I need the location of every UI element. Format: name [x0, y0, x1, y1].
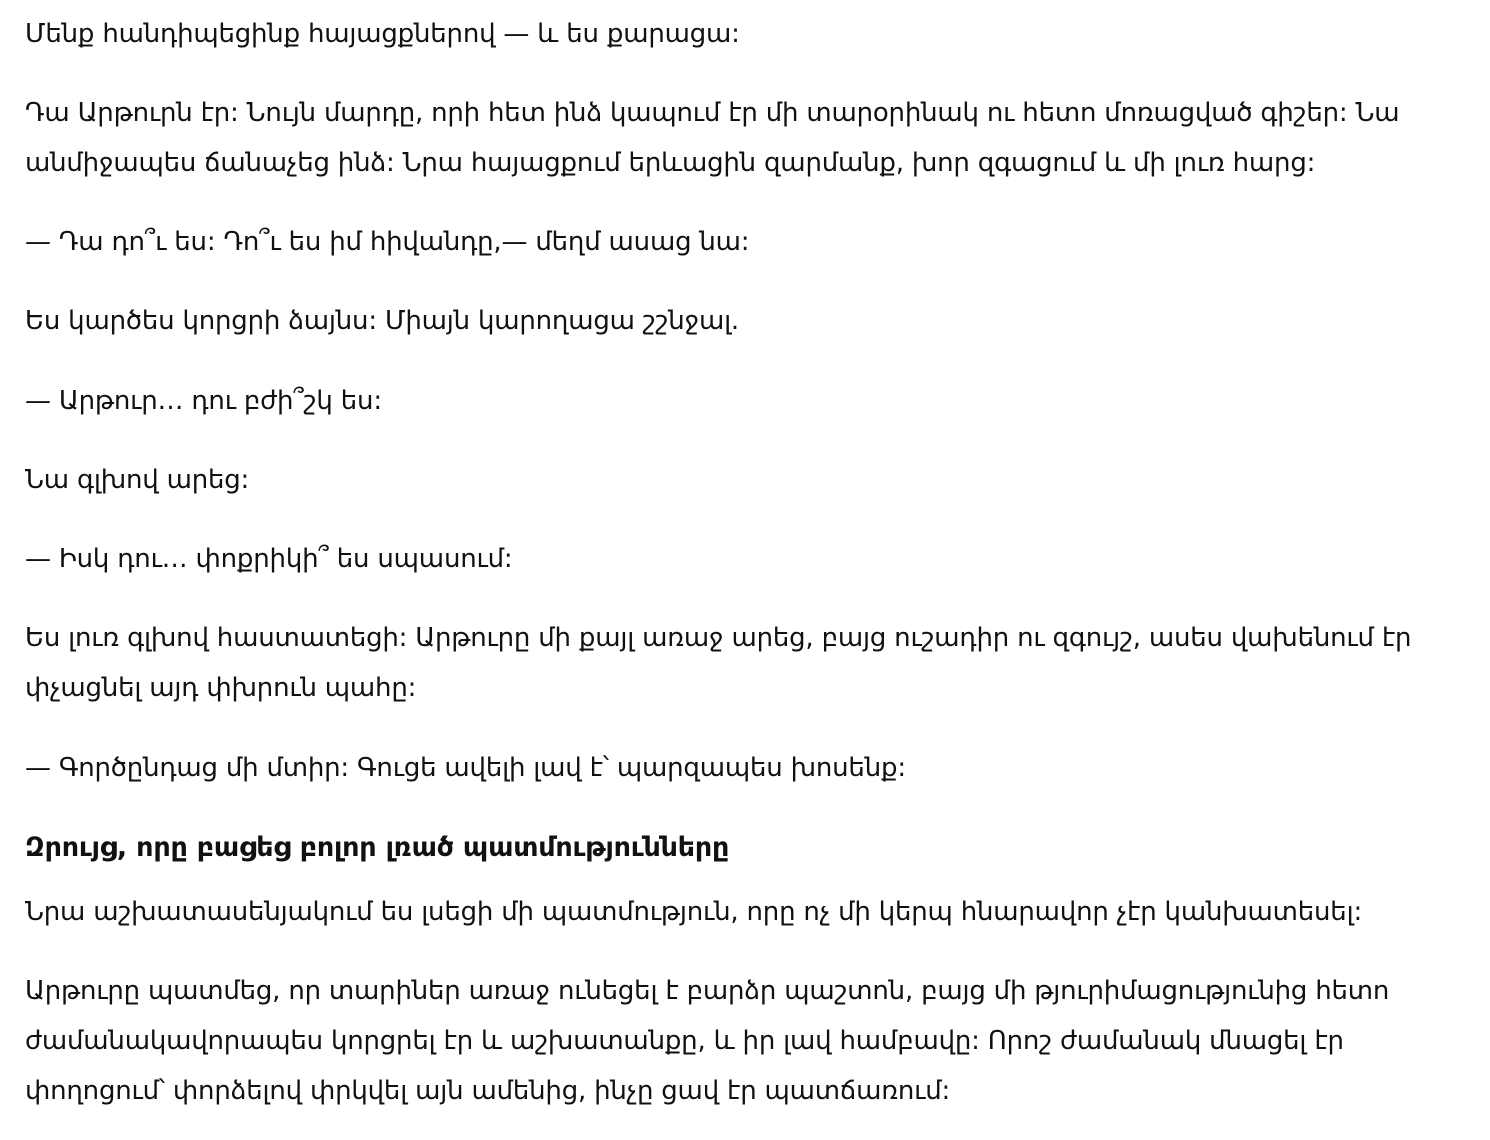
paragraph: Արթուրը պատմեց, որ տարիներ առաջ ունեցել է բարձր պաշտոն, բայց մի թյուրիմացությունից հետո ժամանակավորապես կորցրել էր և աշխատանքը, և իր լավ համբավը: Որոշ ժամանակ մնացել էր փողոցում՝ փորձելով փրկվել այն ամենից, ինչը ցավ էր պատճառում: — [25, 976, 1390, 1106]
section-heading: Զրույց, որը բացեց բոլոր լռած պատմությունները — [25, 832, 730, 863]
paragraph: Նա գլխով արեց: — [25, 465, 250, 495]
paragraph: — Գործընդաց մի մտիր: Գուցե ավելի լավ է՝ պարզապես խոսենք: — [25, 753, 906, 783]
paragraph: — Դա դո՞ւ ես: Դո՞ւ ես իմ հիվանդը,— մեղմ ասաց նա: — [25, 227, 750, 257]
paragraph: Ես կարծես կորցրի ձայնս: Միայն կարողացա շշնջալ. — [25, 306, 740, 336]
paragraph: Դա Արթուրն էր: Նույն մարդը, որի հետ ինձ կապում էր մի տարօրինակ ու հետո մոռացված գիշեր: Նա անմիջապես ճանաչեց ինձ: Նրա հայացքում երևացին զարմանք, խոր զգացում և մի լուռ հարց: — [25, 98, 1400, 178]
paragraph: — Արթուր… դու բժի՞շկ ես: — [25, 386, 382, 416]
paragraph: Մենք հանդիպեցինք հայացքներով — և ես քարացա: — [25, 19, 740, 49]
paragraph: Նրա աշխատասենյակում ես լսեցի մի պատմություն, որը ոչ մի կերպ հնարավոր չէր կանխատեսել: — [25, 897, 1363, 927]
paragraph: Ես լուռ գլխով հաստատեցի: Արթուրը մի քայլ առաջ արեց, բայց ուշադիր ու զգույշ, ասես վախենում էր փչացնել այդ փխրուն պահը: — [25, 623, 1412, 703]
paragraph: — Իսկ դու… փոքրիկի՞ ես սպասում: — [25, 544, 513, 574]
